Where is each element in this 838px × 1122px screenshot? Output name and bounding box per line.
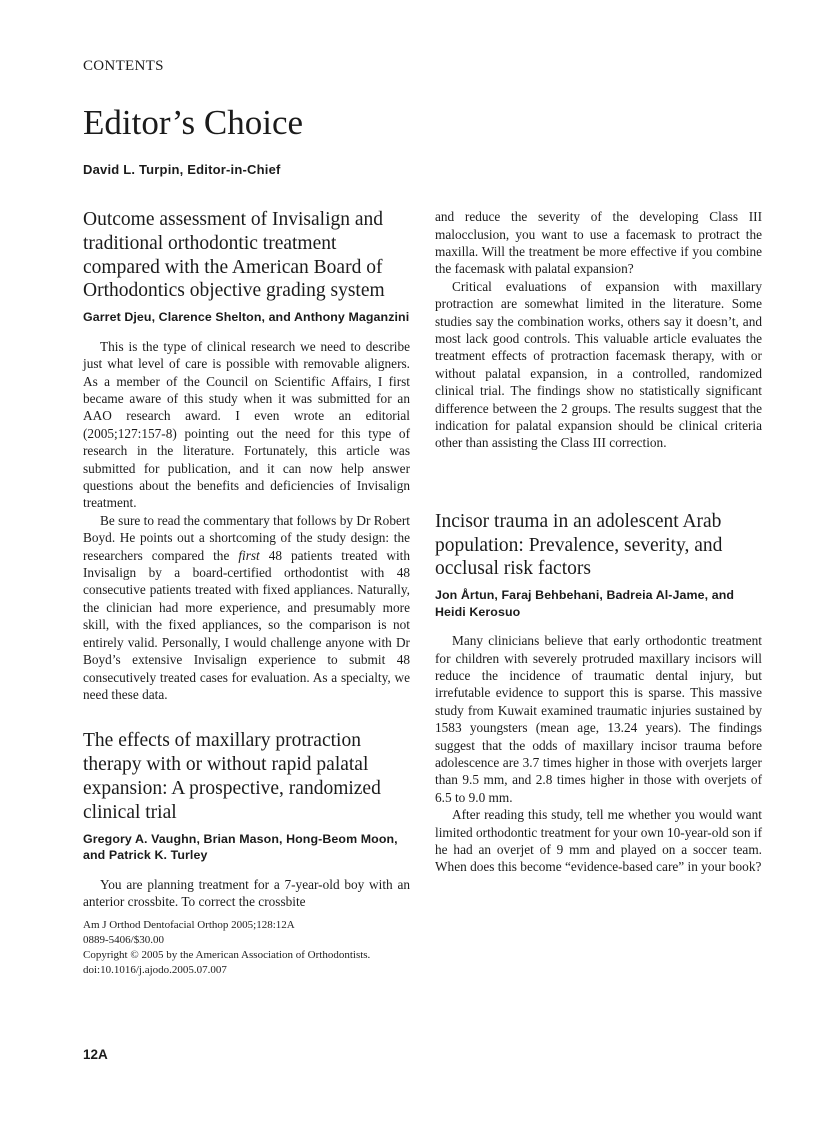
footnote-issn-line: 0889-5406/$30.00 (83, 934, 164, 947)
footnote-copyright-line: Copyright © 2005 by the American Association of Orthodontists. (83, 949, 371, 962)
article-title: Incisor trauma in an adolescent Arab population: Prevalence, severity, and occlusal risk factors (435, 510, 723, 580)
journal-footnote (83, 918, 410, 978)
page-number: 12A (83, 1047, 108, 1062)
article-paragraph: Critical evaluations of expansion with maxillary protraction are somewhat limited in the literature. Some studies say the combination works, others say it doesn’t, and most lack good controls. This valuable article evaluates the treatment effects of protraction facemask therapy, with or without palatal expansion, in a controlled, randomized clinical trial. The findings show no statistically significant difference between the 2 groups. The results suggest that the indication for palatal expansion should be clinical criteria other than assisting the Class III correction. (435, 278, 762, 451)
article-title: Outcome assessment of Invisalign and traditional orthodontic treatment compared with the American Board of Orthodontics objective grading system (83, 209, 385, 302)
article-summary-protraction (83, 729, 410, 910)
article-authors: Garret Djeu, Clarence Shelton, and Anthony Maganzini (83, 310, 410, 325)
footnote-citation-line: Am J Orthod Dentofacial Orthop 2005;128:12A (83, 919, 295, 932)
footnote-doi-line: doi:10.1016/j.ajodo.2005.07.007 (83, 964, 227, 977)
article-title: The effects of maxillary protraction therapy with or without rapid palatal expansion: A prospective, randomized clinical trial (83, 730, 381, 823)
left-column (83, 208, 410, 978)
italic-word: first (238, 547, 260, 563)
article-paragraph: You are planning treatment for a 7-year-old boy with an anterior crossbite. To correct the crossbite (83, 876, 410, 909)
article-authors: Jon Årtun, Faraj Behbehani, Badreia Al-Jame, and Heidi Kerosuo (435, 588, 735, 619)
article-summary-invisalign (83, 208, 410, 703)
article-paragraph: Many clinicians believe that early orthodontic treatment for children with severely protruded maxillary incisors will reduce the incidence of traumatic dental injury, but irrefutable evidence to support this is sparse. This massive study from Kuwait examined traumatic injuries sustained by 1583 youngsters (mean age, 13.24 years). The findings suggest that the odds of maxillary incisor trauma before adolescence are 3.7 times higher in those with overjets larger than 9.5 mm, and 2.8 times higher in those with overjets of 6.5 to 9.0 mm. (435, 633, 762, 805)
paragraph-segment: 48 patients treated with Invisalign by a board-certified orthodontist with 48 consecutive patients treated with fixed appliances. Naturally, the clinician had more experience, and presumably more skill, with the fixed appliances, so the comparison is not entirely valid. Personally, I would challenge anyone with Dr Boyd’s extensive Invisalign experience to submit 48 consecutively treated cases for evaluation. As a specialty, we need these data. (83, 547, 411, 702)
editor-byline: David L. Turpin, Editor-in-Chief (83, 161, 281, 177)
article-paragraph: After reading this study, tell me whether you would want limited orthodontic treatment for your own 10-year-old son if he had an overjet of 9 mm and played on a soccer team. When does this become “evidence-based care” in your book? (435, 807, 762, 875)
article-summary-incisor-trauma (435, 510, 762, 876)
article-authors: Gregory A. Vaughn, Brian Mason, Hong-Beom Moon, and Patrick K. Turley (83, 831, 398, 862)
article-paragraph (83, 512, 410, 703)
two-column-layout (83, 208, 762, 978)
contents-label: CONTENTS (83, 58, 164, 74)
article-paragraph: This is the type of clinical research we need to describe just what level of care is possible with removable aligners. As a member of the Council on Scientific Affairs, I first became aware of this study when it was submitted for an AAO research award. I even wrote an editorial (2005;127:157-8) pointing out the need for this type of research in the literature. Fortunately, this article was submitted for publication, and it can now help answer questions about the benefits and deficiencies of Invisalign treatment. (83, 338, 410, 511)
article-paragraph-continued: and reduce the severity of the developing Class III malocclusion, you want to use a facemask to protract the maxilla. Will the treatment be more effective if you combine the facemask with palatal expansion? (435, 209, 762, 277)
paragraph-segment: Be sure to read the commentary that follows by Dr Robert Boyd. He points out a shortcoming of the study design: the researchers compared the (83, 512, 410, 563)
right-column (435, 208, 762, 978)
page-title: Editor’s Choice (83, 103, 304, 142)
